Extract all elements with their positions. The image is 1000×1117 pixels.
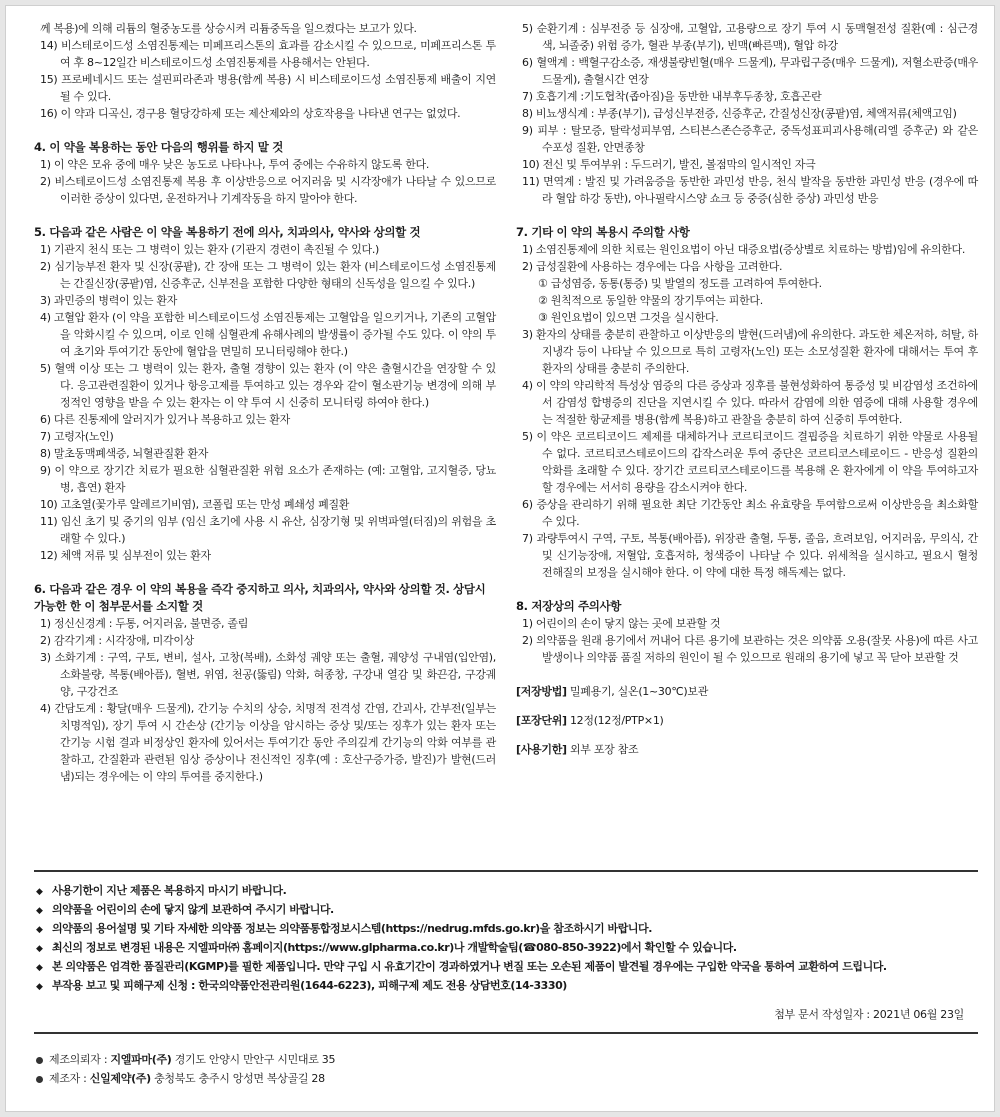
bullet-icon xyxy=(36,1076,43,1083)
expiry xyxy=(516,741,978,758)
section xyxy=(516,20,978,207)
notice-text: 의약품을 어린이의 손에 닿지 않게 보관하여 주시기 바랍니다. xyxy=(52,903,334,916)
diamond-bullet-icon: ◆ xyxy=(36,982,43,992)
list-item: 5) 혈액 이상 또는 그 병력이 있는 환자, 출혈 경향이 있는 환자 (이 약은 출혈시간을 연장할 수 있다. 응고관련질환이 있거나 항응고제를 투여하고 있는 경우와 같이 혈소판기능 변경에 의해 부정적인 영향을 받을 수 있는 환자는 이 약 투여 시 신중히 모니터링 하여야 한다.) xyxy=(40,362,496,409)
diamond-bullet-icon: ◆ xyxy=(36,925,43,935)
list-item: 2) 급성질환에 사용하는 경우에는 다음 사항을 고려한다. xyxy=(522,260,783,273)
section xyxy=(34,139,496,207)
list-item: 6) 증상을 관리하기 위해 필요한 최단 기간동안 최소 유효량을 투여함으로써 이상반응을 최소화할 수 있다. xyxy=(522,498,978,528)
list-item: 16) 이 약과 디곡신, 경구용 혈당강하제 또는 제산제와의 상호작용을 나타낸 연구는 없었다. xyxy=(40,107,461,120)
body-columns xyxy=(34,20,978,866)
expiry-label: [사용기한] xyxy=(516,743,567,756)
list-item: 1) 정신신경계 : 두통, 어지러움, 불면증, 졸림 xyxy=(40,617,249,630)
notice-text: 부작용 보고 및 피해구제 신청 : 한국의약품안전관리원(1644-6223), 피해구제 제도 전용 상담번호(14-3330) xyxy=(52,979,567,992)
list-item: 15) 프로베네시드 또는 설핀피라존과 병용(함께 복용) 시 비스테로이드성 소염진통제 배출이 지연될 수 있다. xyxy=(40,73,496,103)
list-item: 9) 피부 : 탈모증, 탈락성피부염, 스티븐스존슨증후군, 중독성표피괴사용해(리엘 증후군) 와 같은 수포성 질환, 안면종창 xyxy=(522,124,978,154)
list-item: 3) 소화기계 : 구역, 구토, 변비, 설사, 고창(복배), 소화성 궤양 또는 출혈, 궤양성 구내염(입안염), 소화불량, 복통(배아픔), 혈변, 위염, 천공(뚫림) 악화, 혀종창, 구강내 열감 및 화끈감, 구강궤양, 구강건조 xyxy=(40,651,496,698)
manufacturer-role: 제조자 : xyxy=(49,1072,90,1085)
notice-text: 사용기한이 지난 제품은 복용하지 마시기 바랍니다. xyxy=(52,884,287,897)
list-item: 11) 임신 초기 및 중기의 임부 (임신 초기에 사용 시 유산, 심장기형 및 위벽파열(터짐)의 위험을 초래할 수 있다.) xyxy=(40,515,496,545)
list-item: 4) 이 약의 약리학적 특성상 염증의 다른 증상과 징후를 불현성화하여 통증성 및 비감염성 조건하에서 감염성 합병증의 진단을 지연시킬 수 있다. 따라서 감염에 의한 염증에 대해 사용할 경우에는 적절한 항균제를 병용(함께 복용)하고 관찰을 충분히 하여 신중히 투여한다. xyxy=(522,379,978,426)
manufacturer-name: 지엘파마(주) xyxy=(110,1053,172,1066)
section-title: 5. 다음과 같은 사람은 이 약을 복용하기 전에 의사, 치과의사, 약사와 상의할 것 xyxy=(34,225,421,239)
list-item: 1) 이 약은 모유 중에 매우 낮은 농도로 나타나나, 투여 중에는 수유하지 않도록 한다. xyxy=(40,158,430,171)
list-item: 께 복용)에 의해 리튬의 혈중농도를 상승시켜 리튬중독을 일으켰다는 보고가 있다. xyxy=(40,22,417,35)
notice-item xyxy=(36,920,976,939)
manufacturer-address: 충청북도 충주시 앙성면 복상골길 28 xyxy=(150,1072,325,1085)
list-item: 8) 말초동맥폐색증, 뇌혈관질환 환자 xyxy=(40,447,209,460)
manufacturer-line xyxy=(36,1050,335,1069)
item-list xyxy=(516,241,978,581)
sub-item: ③ 원인요법이 있으면 그것을 실시한다. xyxy=(538,311,719,324)
notice-text: 본 의약품은 엄격한 품질관리(KGMP)를 필한 제품입니다. 만약 구입 시 유효기간이 경과하였거나 변질 또는 오손된 제품이 발견될 경우에는 구입한 약국을 통하여 교환하여 드립니다. xyxy=(52,960,887,973)
list-item: 4) 고혈압 환자 (이 약을 포함한 비스테로이드성 소염진통제는 고혈압을 일으키거나, 기존의 고혈압을 악화시킬 수 있으며, 이로 인해 심혈관계 유해사례의 발생률이 증가될 수도 있다. 이 약의 투여 초기와 투여기간 동안에 혈압을 면밀히 모니터링해야 한다.) xyxy=(40,311,496,358)
list-item: 7) 고령자(노인) xyxy=(40,430,114,443)
storage-method-label: [저장방법] xyxy=(516,685,567,698)
list-item: 6) 다른 진통제에 알러지가 있거나 복용하고 있는 환자 xyxy=(40,413,290,426)
list-item: 1) 기관지 천식 또는 그 병력이 있는 환자 (기관지 경련이 촉진될 수 있다.) xyxy=(40,243,380,256)
document-page xyxy=(5,5,995,1112)
bottom-divider xyxy=(34,1032,978,1034)
left-column xyxy=(34,20,496,802)
list-item: 7) 과량투여시 구역, 구토, 복통(배아픔), 위장관 출혈, 두통, 졸음, 흐려보임, 어지러움, 무의식, 간 및 신기능장애, 저혈압, 호흡저하, 청색증이 나타날 수 있다. 위세척을 실시하고, 필요시 혈청 전해질의 보정을 실시해야 한다. 이 약에 대한 특정 해독제는 없다. xyxy=(522,532,978,579)
notice-item xyxy=(36,901,976,920)
list-item: 10) 고초열(꽃가루 알레르기비염), 코폴립 또는 만성 폐쇄성 폐질환 xyxy=(40,498,350,511)
list-item: 7) 호흡기계 :기도협착(좁아짐)을 동반한 내부후두종창, 호흡곤란 xyxy=(522,90,822,103)
item-list xyxy=(516,20,978,207)
list-item: 4) 간담도계 : 황달(매우 드물게), 간기능 수치의 상승, 치명적 전격성 간염, 간괴사, 간부전(일부는 치명적임), 장기 투여 시 간손상 (간기능 이상을 암시하는 증상 및/또는 징후가 있는 환자 또는 간기능 시험 결과 비정상인 환자에 있어서는 투여기간 동안 주의깊게 간기능의 악화 여부를 관찰하고, 간질환과 관련된 임상 증상이나 전신적인 징후(예 : 호산구증가증, 발진)가 발현(드러냄)되는 경우에는 이 약의 투여를 중지한다.) xyxy=(40,702,496,783)
manufacturer-list xyxy=(36,1050,335,1088)
expiry-value: 외부 포장 참조 xyxy=(569,743,639,756)
section-title: 8. 저장상의 주의사항 xyxy=(516,599,622,613)
storage-method xyxy=(516,683,978,700)
right-sections xyxy=(516,20,978,666)
package-unit xyxy=(516,712,978,729)
section xyxy=(516,598,978,666)
bullet-icon xyxy=(36,1057,43,1064)
list-item: 14) 비스테로이드성 소염진통제는 미페프리스톤의 효과를 감소시킬 수 있으므로, 미페프리스톤 투여 후 8~12일간 비스테로이드성 소염진통제를 사용해서는 안된다. xyxy=(40,39,496,69)
manufacturer-name: 신일제약(주) xyxy=(89,1072,151,1085)
item-list xyxy=(34,615,496,785)
package-unit-label: [포장단위] xyxy=(516,714,567,727)
section-title: 4. 이 약을 복용하는 동안 다음의 행위를 하지 말 것 xyxy=(34,140,283,154)
manufacturer-line xyxy=(36,1069,335,1088)
diamond-bullet-icon: ◆ xyxy=(36,887,43,897)
section-title: 7. 기타 이 약의 복용시 주의할 사항 xyxy=(516,225,690,239)
section xyxy=(516,224,978,581)
list-item: 2) 심기능부전 환자 및 신장(콩팥), 간 장애 또는 그 병력이 있는 환자 (비스테로이드성 소염진통제는 간질신장(콩팥)염, 신증후군, 신부전을 포함한 다양한 형태의 신독성을 일으킬 수 있다.) xyxy=(40,260,496,290)
list-item: 1) 소염진통제에 의한 치료는 원인요법이 아닌 대증요법(증상별로 치료하는 방법)임에 유의한다. xyxy=(522,243,966,256)
sub-item: ① 급성염증, 동통(통증) 및 발열의 정도를 고려하여 투여한다. xyxy=(538,277,822,290)
notice-item xyxy=(36,939,976,958)
list-item: 8) 비뇨생식계 : 부종(부기), 급성신부전증, 신증후군, 간질성신장(콩팥)염, 체액저류(체액고임) xyxy=(522,107,957,120)
notice-text: 의약품의 용어설명 및 기타 자세한 의약품 정보는 의약품통합정보시스템(https://nedrug.mfds.go.kr)을 참조하시기 바랍니다. xyxy=(52,922,652,935)
list-item: 9) 이 약으로 장기간 치료가 필요한 심혈관질환 위험 요소가 존재하는 (예: 고혈압, 고지혈증, 당뇨병, 흡연) 환자 xyxy=(40,464,496,494)
list-item: 12) 체액 저류 및 심부전이 있는 환자 xyxy=(40,549,211,562)
list-item: 2) 비스테로이드성 소염진통제 복용 후 이상반응으로 어지러움 및 시각장애가 나타날 수 있으므로 이러한 증상이 있다면, 운전하거나 기계작동을 하지 말아야 한다. xyxy=(40,175,496,205)
notice-text: 최신의 정보로 변경된 내용은 지엘파마㈜ 홈페이지(https://www.glpharma.co.kr)나 개발학술팀(☎080-850-3922)에서 확인할 수 있습니다. xyxy=(52,941,737,954)
list-item: 5) 순환기계 : 심부전증 등 심장애, 고혈압, 고용량으로 장기 투여 시 동맥혈전성 질환(예 : 심근경색, 뇌졸중) 위험 증가, 혈관 부종(부기), 빈맥(빠른맥), 혈압 하강 xyxy=(522,22,978,52)
notice-item xyxy=(36,977,976,996)
section-title: 6. 다음과 같은 경우 이 약의 복용을 즉각 중지하고 의사, 치과의사, 약사와 상의할 것. 상담시 가능한 한 이 첨부문서를 소지할 것 xyxy=(34,582,486,613)
storage-method-value: 밀폐용기, 실온(1~30℃)보관 xyxy=(569,685,709,698)
list-item: 2) 의약품을 원래 용기에서 꺼내어 다른 용기에 보관하는 것은 의약품 오용(잘못 사용)에 따른 사고 발생이나 의약품 품질 저하의 원인이 될 수 있으므로 원래의 용기에 넣고 꼭 닫아 보관할 것 xyxy=(522,634,978,664)
list-item: 3) 환자의 상태를 충분히 관찰하고 이상반응의 발현(드러냄)에 유의한다. 과도한 체온저하, 허탈, 하지냉각 등이 나타날 수 있으므로 특히 고령자(노인) 또는 소모성질환 환자에 대해서는 투여 후 환자의 상태를 충분히 주의한다. xyxy=(522,328,978,375)
item-list xyxy=(516,615,978,666)
section xyxy=(34,581,496,785)
diamond-bullet-icon: ◆ xyxy=(36,944,43,954)
list-item: 3) 과민증의 병력이 있는 환자 xyxy=(40,294,178,307)
list-item: 11) 면역계 : 발진 및 가려움증을 동반한 과민성 반응, 천식 발작을 동반한 과민성 반응 (경우에 따라 혈압 하강 동반), 아나필락시스양 쇼크 등 중증(심한 증상) 과민성 반응 xyxy=(522,175,978,205)
written-date: 첨부 문서 작성일자 : 2021년 06월 23일 xyxy=(774,1008,964,1021)
list-item: 1) 어린이의 손이 닿지 않는 곳에 보관할 것 xyxy=(522,617,721,630)
right-column xyxy=(516,20,978,770)
list-item: 6) 혈액계 : 백혈구감소증, 재생불량빈혈(매우 드물게), 무과립구증(매우 드물게), 저혈소판증(매우 드물게), 출혈시간 연장 xyxy=(522,56,978,86)
section xyxy=(34,224,496,564)
diamond-bullet-icon: ◆ xyxy=(36,906,43,916)
package-unit-value: 12정(12정/PTP×1) xyxy=(569,714,664,727)
list-item: 5) 이 약은 코르티코이드 제제를 대체하거나 코르티코이드 결핍증을 치료하기 위한 약물로 사용될 수 없다. 코르티코스테로이드의 갑작스러운 투여 중단은 코르티코스테로이드 - 반응성 질환의 악화를 초래할 수 있다. 장기간 코르티코스테로이드를 복용해 온 환자에게 이 약을 투여하고자 할 경우에는 서서히 용량을 감소시켜야 한다. xyxy=(522,430,978,494)
manufacturer-role: 제조의뢰자 : xyxy=(49,1053,111,1066)
item-list xyxy=(34,20,496,122)
section xyxy=(34,20,496,122)
notice-item xyxy=(36,882,976,901)
notice-list xyxy=(36,882,976,996)
top-divider xyxy=(34,870,978,872)
diamond-bullet-icon: ◆ xyxy=(36,963,43,973)
list-item: 10) 전신 및 투여부위 : 두드러기, 발진, 볼점막의 일시적인 자극 xyxy=(522,158,816,171)
list-item: 2) 감각기계 : 시각장애, 미각이상 xyxy=(40,634,194,647)
item-list xyxy=(34,241,496,564)
manufacturer-address: 경기도 안양시 만안구 시민대로 35 xyxy=(171,1053,336,1066)
notice-item xyxy=(36,958,976,977)
sub-item: ② 원칙적으로 동일한 약물의 장기투여는 피한다. xyxy=(538,294,763,307)
item-list xyxy=(34,156,496,207)
